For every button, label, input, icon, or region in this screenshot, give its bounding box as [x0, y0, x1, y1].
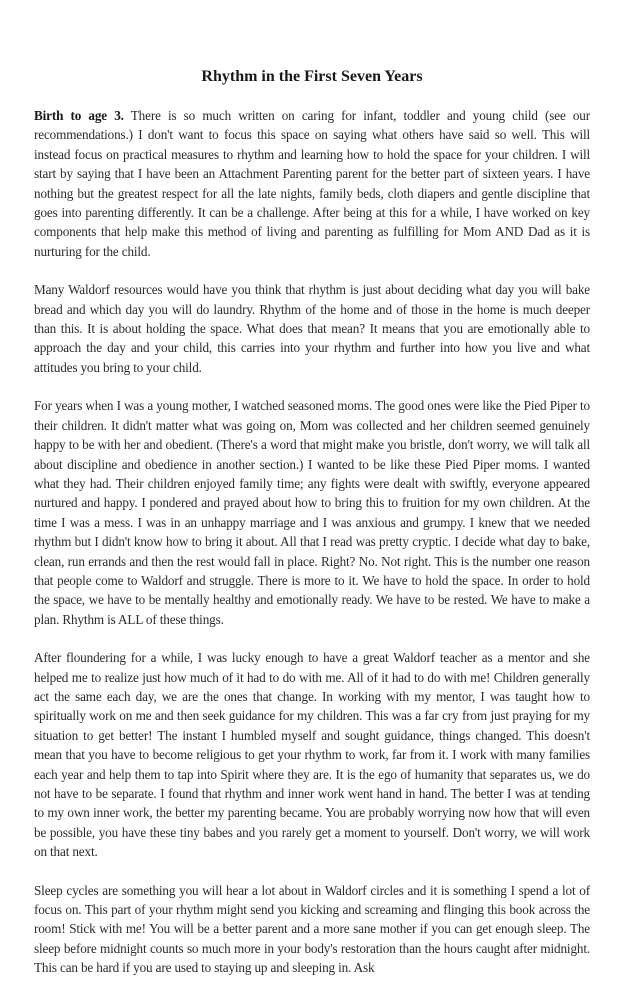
paragraph-text: Many Waldorf resources would have you think that rhythm is just about deciding what day you will bake bread and which day you will do laundry. Rhythm of the home and of those in the home is much deeper than this. It is about holding the space. What does that mean? It means that you are emotionally able to approach the day and your child, this carries into your rhythm and further into how you live and what attitudes you bring to your child.: [34, 282, 590, 375]
paragraph-text: For years when I was a young mother, I watched seasoned moms. The good ones were like the Pied Piper to their children. It didn't matter what was going on, Mom was collected and her children seemed genuinely happy to be with her and obedient. (There's a word that might make you bristle, don't worry, we will talk all about discipline and obedience in another section.) I wanted to be like these Pied Piper moms. I wanted what they had. Their children enjoyed family time; any fights were dealt with swiftly, everyone appeared nurtured and happy. I pondered and prayed about how to bring this to fruition for my own children. At the time I was a mess. I was in an unhappy marriage and I was anxious and grumpy. I knew that we needed rhythm but I didn't know how to bring it about. All that I read was pretty cryptic. I decide what day to bake, clean, run errands and then the rest would fall in place. Right? No. Not right. This is the number one reason that people come to Waldorf and struggle. There is more to it. We have to hold the space. In order to hold the space, we have to be mentally healthy and emotionally ready. We have to be rested. We have to make a plan. Rhythm is ALL of these things.: [34, 398, 590, 627]
paragraph-sleep-cycles: [34, 881, 590, 978]
paragraph-birth-to-three: [34, 106, 590, 261]
document-page: [34, 68, 590, 997]
document-title: Rhythm in the First Seven Years: [201, 68, 423, 85]
paragraph-text: There is so much written on caring for infant, toddler and young child (see our recommendations.) I don't want to focus this space on saying what others have said so well. This will instead focus on practical measures to rhythm and learning how to hold the space for your children. I will start by saying that I have been an Attachment Parenting parent for the better part of sixteen years. I have nothing but the greatest respect for all the late nights, family beds, cloth diapers and gentle discipline that goes into parenting differently. It can be a challenge. After being at this for a while, I have worked on key components that help make this method of living and parenting as fulfilling for Mom AND Dad as it is nurturing for the child.: [34, 108, 590, 259]
paragraph-young-mother: [34, 396, 590, 629]
paragraph-waldorf-resources: [34, 280, 590, 377]
paragraph-mentor: [34, 648, 590, 861]
paragraph-text: Sleep cycles are something you will hear a lot about in Waldorf circles and it is something I spend a lot of focus on. This part of your rhythm might send you kicking and screaming and flinging this book across the room! Stick with me! You will be a better parent and a more sane mother if you can get enough sleep. The sleep before midnight counts so much more in your body's restoration than the hours caught after midnight. This can be hard if you are used to staying up and sleeping in. Ask: [34, 882, 590, 976]
paragraph-text: After floundering for a while, I was lucky enough to have a great Waldorf teacher as a mentor and she helped me to realize just how much of it had to do with me. All of it had to do with me! Children generally act the same each day, we are the ones that change. In working with my mentor, I was taught how to spiritually work on me and then seek guidance for my children. This was a far cry from just praying for my situation to get better! The instant I humbled myself and sought guidance, things changed. This doesn't mean that you have to become religious to get your rhythm to work, far from it. I work with many families each year and help them to tap into Spirit where they are. It is the ego of humanity that separates us, we do not have to be separate. I found that rhythm and inner work went hand in hand. The better I was at tending to my own inner work, the better my parenting became. You are probably worrying now how that will even be possible, you have these tiny babes and you rarely get a moment to yourself. Don't worry, we will work on that next.: [34, 650, 590, 860]
section-lead-heading: Birth to age 3.: [34, 108, 124, 123]
